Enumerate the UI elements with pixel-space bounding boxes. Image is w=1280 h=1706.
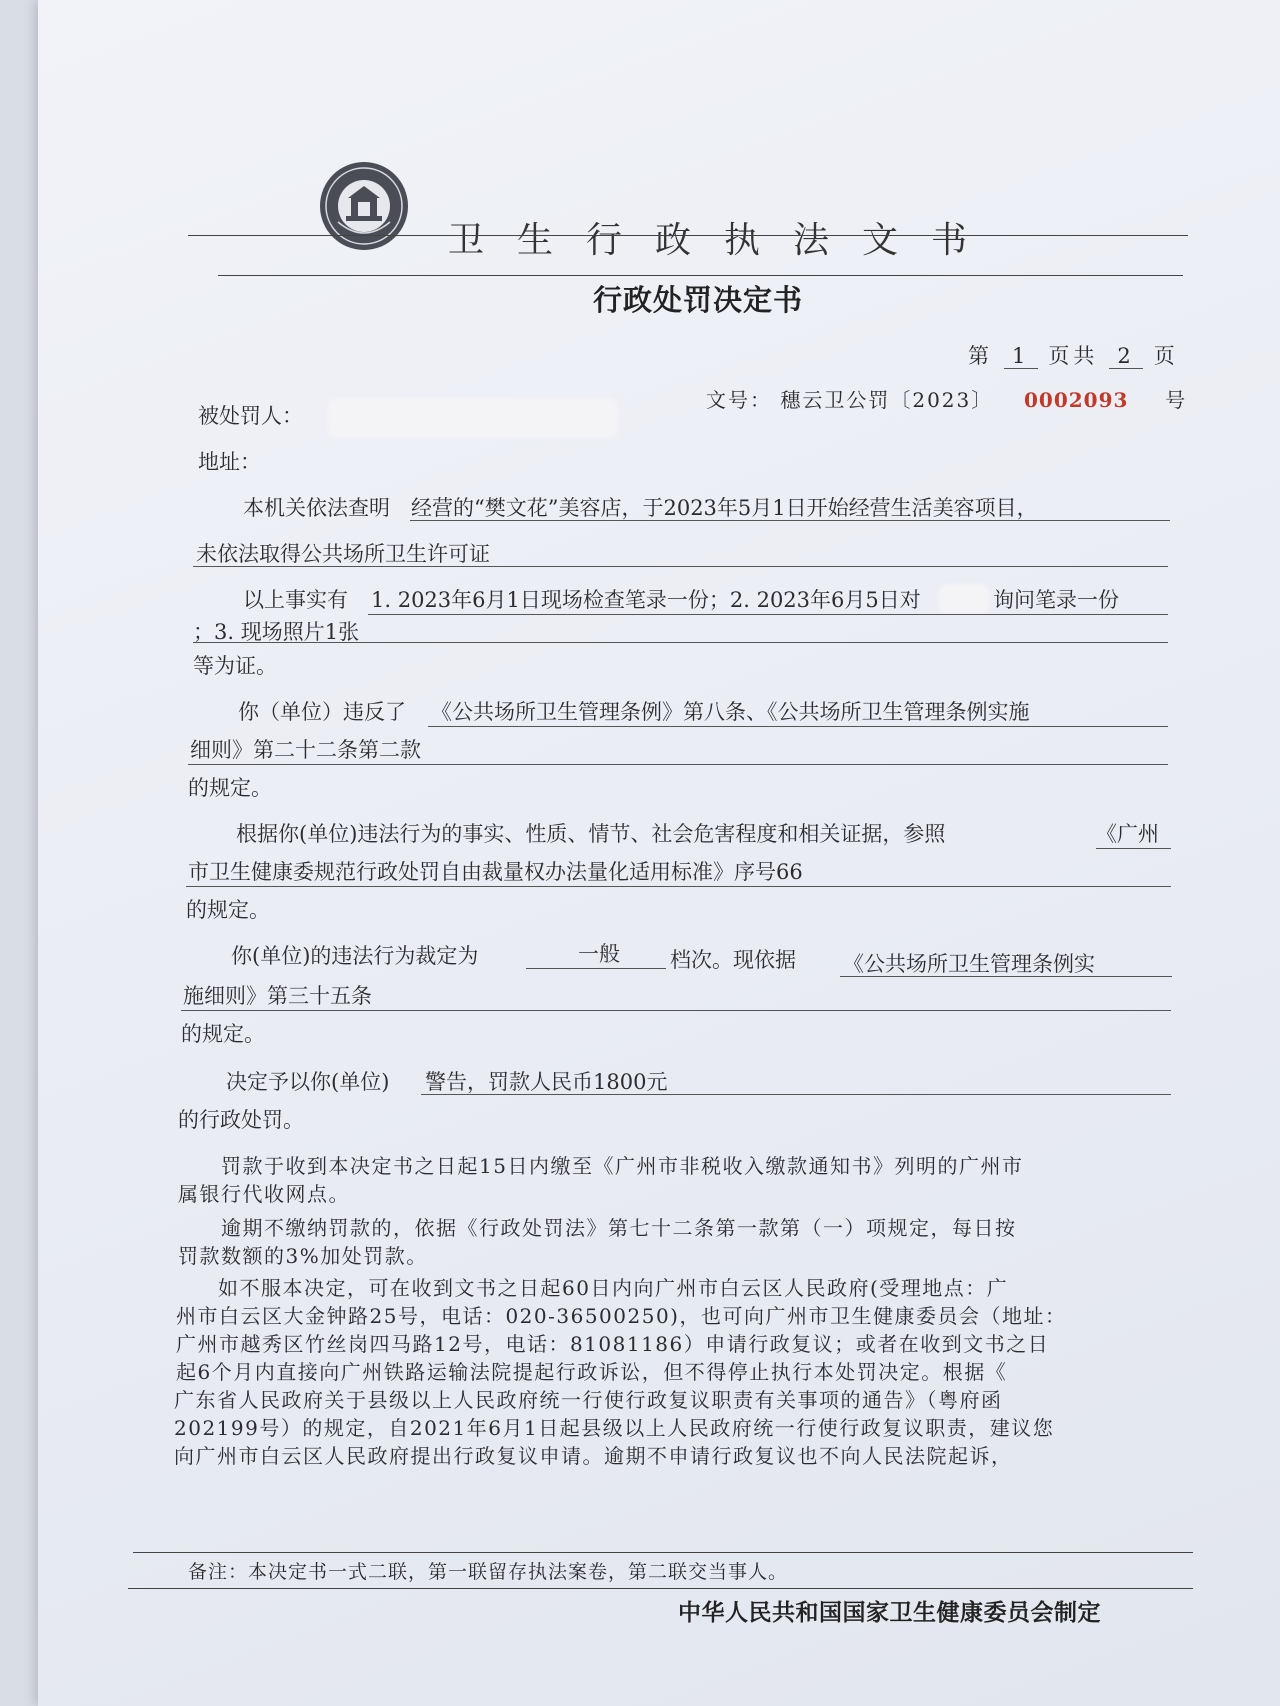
health-supervision-seal-icon [318, 160, 410, 252]
header-rule-lower [218, 275, 1183, 276]
violation-underline-2 [188, 764, 1168, 765]
appeal-line-2: 州市白云区大金钟路25号，电话：020-36500250)，也可向广州市卫生健康委员会（地址： [176, 1304, 1067, 1328]
grade-underline [526, 968, 666, 969]
decision-underline [421, 1094, 1171, 1095]
grade-underline-2 [181, 1010, 1171, 1011]
redacted-party-name [328, 398, 618, 438]
grade-mid: 档次。现依据 [670, 948, 796, 972]
redacted-interviewee [938, 584, 990, 614]
doc-number [706, 384, 1187, 413]
evidence-end: 等为证。 [193, 654, 277, 678]
page-suffix: 页 [1153, 344, 1179, 368]
evidence-intro: 以上事实有 [243, 588, 348, 612]
facts-line-2: 未依法取得公共场所卫生许可证 [196, 542, 490, 566]
facts-underline-2 [193, 566, 1168, 567]
appeal-line-7: 向广州市白云区人民政府提出行政复议申请。逾期不申请行政复议也不向人民法院起诉， [174, 1444, 1013, 1468]
doc-number-suffix: 号 [1165, 388, 1188, 412]
grade-line-1: 《公共场所卫生管理条例实 [843, 952, 1095, 976]
footer-maker: 中华人民共和国国家卫生健康委员会制定 [678, 1600, 1101, 1626]
page-current: 1 [1004, 344, 1038, 369]
basis-line-1: 《广州 [1096, 822, 1159, 846]
appeal-line-1: 如不服本决定，可在收到文书之日起60日内向广州市白云区人民政府(受理地点：广 [218, 1276, 1009, 1300]
appeal-line-3: 广州市越秀区竹丝岗四马路12号，电话：81081186）申请行政复议；或者在收到文书之日 [176, 1332, 1050, 1356]
violation-end: 的规定。 [188, 776, 272, 800]
decision-end: 的行政处罚。 [178, 1108, 304, 1132]
doc-number-prefix: 穗云卫公罚〔2023〕 [780, 388, 994, 412]
payment-line-2: 属银行代收网点。 [178, 1182, 350, 1206]
facts-line-1: 经营的“樊文花”美容店，于2023年5月1日开始经营生活美容项目， [411, 496, 1038, 520]
evidence-line-2: ；3. 现场照片1张 [193, 620, 360, 644]
violation-underline-1 [428, 726, 1168, 727]
evidence-line-1b: 询问笔录一份 [993, 588, 1119, 612]
page-middle: 页共 [1048, 344, 1099, 368]
pagination [968, 340, 1179, 370]
doc-number-serial: 0002093 [1023, 388, 1129, 412]
basis-intro: 根据你(单位)违法行为的事实、性质、情节、社会危害程度和相关证据，参照 [236, 822, 946, 846]
basis-end: 的规定。 [186, 898, 270, 922]
doc-type-header: 卫生行政执法文书 [448, 220, 1001, 261]
appeal-line-6: 202199号）的规定，自2021年6月1日起县级以上人民政府统一行使行政复议职责，建议您 [174, 1416, 1055, 1440]
overdue-line-1: 逾期不缴纳罚款的，依据《行政处罚法》第七十二条第一款第（一）项规定，每日按 [221, 1216, 1017, 1240]
grade-value: 一般 [578, 942, 620, 966]
facts-intro: 本机关依法查明 [243, 496, 390, 520]
basis-line-2: 市卫生健康委规范行政处罚自由裁量权办法量化适用标准》序号66 [188, 860, 803, 884]
violation-intro: 你（单位）违反了 [238, 700, 406, 724]
grade-line-2: 施细则》第三十五条 [183, 984, 372, 1008]
page-prefix: 第 [968, 344, 993, 368]
doc-title: 行政处罚决定书 [593, 283, 804, 317]
basis-underline-1 [1096, 848, 1171, 849]
facts-underline-1 [410, 520, 1170, 521]
header-rule [188, 235, 1188, 236]
evidence-line-1a: 1. 2023年6月1日现场检查笔录一份；2. 2023年6月5日对 [371, 588, 921, 612]
payment-line-1: 罚款于收到本决定书之日起15日内缴至《广州市非税收入缴款通知书》列明的广州市 [221, 1154, 1024, 1178]
footer-note: 备注：本决定书一式二联，第一联留存执法案卷，第二联交当事人。 [188, 1561, 789, 1583]
appeal-line-5: 广东省人民政府关于县级以上人民政府统一行使行政复议职责有关事项的通告》（粤府函 [174, 1388, 1003, 1412]
basis-underline-2 [186, 886, 1171, 887]
footer-rule-top [133, 1552, 1193, 1553]
party-address-label: 地址： [198, 450, 261, 474]
overdue-line-2: 罚款数额的3%加处罚款。 [178, 1244, 428, 1268]
appeal-line-4: 起6个月内直接向广州铁路运输法院提起行政诉讼，但不得停止执行本处罚决定。根据《 [176, 1360, 1008, 1384]
party-name-label: 被处罚人： [198, 404, 303, 428]
evidence-underline-1 [368, 614, 1168, 615]
grade-intro: 你(单位)的违法行为裁定为 [231, 944, 479, 968]
decision-value: 警告，罚款人民币1800元 [425, 1070, 668, 1094]
doc-number-label: 文号： [706, 388, 772, 412]
violation-line-2: 细则》第二十二条第二款 [190, 738, 421, 762]
grade-underline-1 [840, 976, 1172, 977]
decision-intro: 决定予以你(单位) [226, 1070, 390, 1094]
page-total: 2 [1109, 344, 1143, 369]
grade-end: 的规定。 [181, 1022, 265, 1046]
evidence-underline-2 [193, 642, 1168, 643]
document-page [38, 0, 1280, 1706]
violation-line-1: 《公共场所卫生管理条例》第八条、《公共场所卫生管理条例实施 [431, 700, 1030, 724]
footer-rule-bottom [128, 1588, 1193, 1589]
